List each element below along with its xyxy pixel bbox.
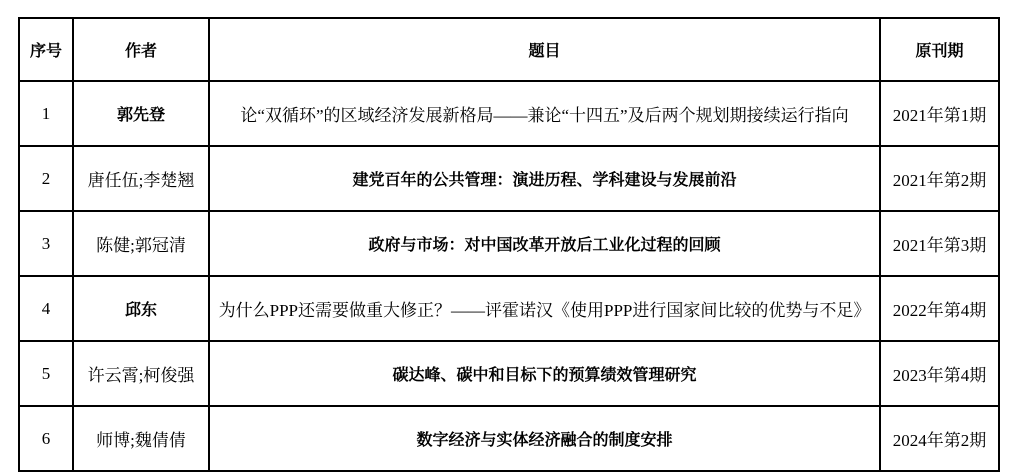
row-index-cell: 6 — [19, 406, 73, 471]
issue-cell: 2023年第4期 — [880, 341, 999, 406]
issue-cell: 2024年第2期 — [880, 406, 999, 471]
header-row — [19, 18, 999, 81]
author-cell: 师博;魏倩倩 — [73, 406, 209, 471]
title-cell: 建党百年的公共管理：演进历程、学科建设与发展前沿 — [209, 146, 880, 211]
header-title: 题目 — [209, 18, 880, 81]
title-cell: 政府与市场：对中国改革开放后工业化过程的回顾 — [209, 211, 880, 276]
title-cell: 碳达峰、碳中和目标下的预算绩效管理研究 — [209, 341, 880, 406]
author-cell: 陈健;郭冠清 — [73, 211, 209, 276]
row-index-cell: 2 — [19, 146, 73, 211]
author-cell: 郭先登 — [73, 81, 209, 146]
issue-cell: 2021年第1期 — [880, 81, 999, 146]
table-row — [19, 146, 999, 211]
issue-cell: 2022年第4期 — [880, 276, 999, 341]
row-index-cell: 3 — [19, 211, 73, 276]
header-index: 序号 — [19, 18, 73, 81]
title-cell: 为什么PPP还需要做重大修正？——评霍诺汉《使用PPP进行国家间比较的优势与不足》 — [209, 276, 880, 341]
row-index-cell: 5 — [19, 341, 73, 406]
header-issue: 原刊期 — [880, 18, 999, 81]
issue-cell: 2021年第3期 — [880, 211, 999, 276]
header-author: 作者 — [73, 18, 209, 81]
table-row — [19, 341, 999, 406]
table-row — [19, 276, 999, 341]
row-index-cell: 1 — [19, 81, 73, 146]
table-row — [19, 406, 999, 471]
issue-cell: 2021年第2期 — [880, 146, 999, 211]
author-cell: 唐任伍;李楚翘 — [73, 146, 209, 211]
table-row — [19, 211, 999, 276]
author-cell: 许云霄;柯俊强 — [73, 341, 209, 406]
author-cell: 邱东 — [73, 276, 209, 341]
title-cell: 数字经济与实体经济融合的制度安排 — [209, 406, 880, 471]
table-row — [19, 81, 999, 146]
title-cell: 论“双循环”的区域经济发展新格局——兼论“十四五”及后两个规划期接续运行指向 — [209, 81, 880, 146]
article-list-table — [18, 17, 1000, 472]
row-index-cell: 4 — [19, 276, 73, 341]
